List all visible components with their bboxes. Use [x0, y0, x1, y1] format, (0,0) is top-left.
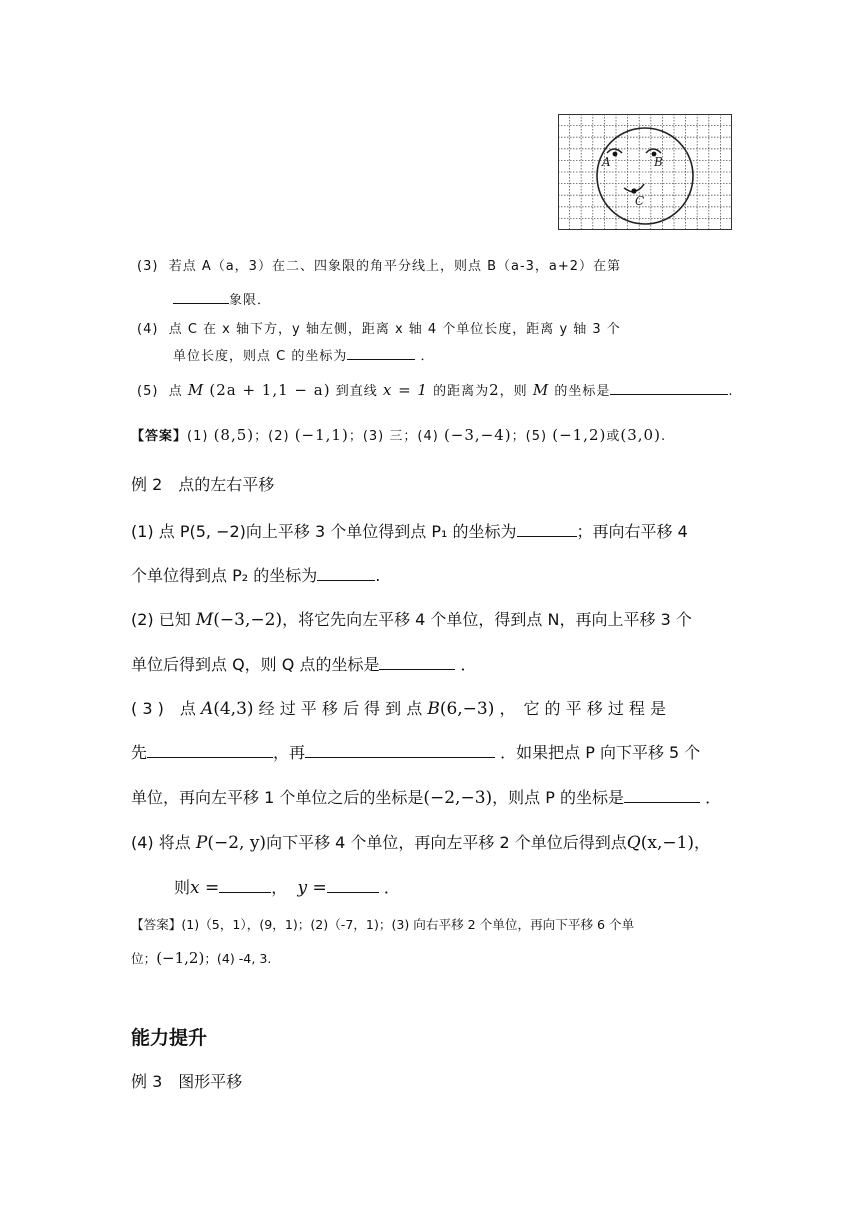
example-2-q3-end: ．: [705, 788, 722, 807]
question-5-num: (5): [137, 384, 159, 399]
answer-2-line2b: ；(4) -4, 3.: [204, 951, 272, 966]
example-2-q4-mid: 向下平移 4 个单位，再向左平移 2 个单位后得到点: [266, 833, 627, 852]
example-2-q3: [131, 696, 666, 719]
example-2-q2-end: ．: [460, 655, 477, 674]
example-2-q3-blank3: [624, 801, 700, 803]
answer-1-part3: ；(3) 三；(4): [348, 429, 439, 444]
example-2-q1-line2-text: 个单位得到点 P₂ 的坐标为: [131, 566, 318, 585]
question-5-mid2: 的距离为: [433, 384, 490, 399]
example-2-q4-point: (−2, y): [207, 833, 267, 853]
section-title: 能力提升: [131, 1027, 208, 1049]
question-5-mid3: ，则: [499, 384, 528, 399]
question-4-line1: 点 C 在 x 轴下方，y 轴左侧，距离 x 轴 4 个单位长度，距离 y 轴 3 个: [168, 322, 621, 337]
example-2-q3-blank2: [305, 756, 495, 758]
example-2-q4-pre: (4) 将点: [131, 833, 191, 852]
answer-1-part2: ；(2): [254, 429, 290, 444]
label-b: B: [654, 155, 663, 169]
question-5-end: .: [728, 384, 734, 399]
question-5-mid: 到直线: [335, 384, 378, 399]
answer-1-value4: (−3,−4): [443, 426, 512, 444]
question-3-text: 若点 A（a，3）在二、四象限的角平分线上，则点 B（a-3，a+2）在第: [168, 259, 622, 274]
answer-1: [131, 425, 666, 444]
example-2-q1-blank1: [517, 535, 577, 537]
example-2-q3-line2: [131, 740, 700, 763]
example-2-q3-point-a: (4,3): [213, 699, 254, 719]
example-2-q4-end2: ．: [383, 878, 400, 897]
example-2-q2-rest: ，将它先向左平移 4 个单位，得到点 N，再向上平移 3 个: [282, 610, 692, 629]
example-2-q2-pre: (2) 已知: [131, 610, 191, 629]
example-2-q1-end: .: [375, 566, 381, 585]
example-2-q3-point-b: (6,−3): [439, 699, 495, 719]
question-4-line2-text: 单位长度，则点 C 的坐标为: [173, 349, 348, 364]
question-3: [137, 255, 621, 274]
question-4-blank: [347, 358, 415, 360]
example-2-q2-m: M: [195, 610, 214, 630]
question-5-m2: M: [532, 381, 550, 399]
answer-1-part5: ；(5): [511, 429, 548, 444]
answer-1-value2: (−1,1): [294, 426, 349, 444]
example-2-q3-line3-point: (−2,−3): [423, 788, 493, 808]
answer-2-line2a: 位；: [131, 951, 157, 966]
question-4-line2: [173, 345, 435, 364]
example-2-q3-line1b: 经 过 平 移 后 得 到 点: [258, 699, 423, 718]
example-2-q3-line2b: ，再: [273, 743, 306, 762]
label-c: C: [635, 194, 645, 208]
answer-2-point: (−1,2): [156, 949, 205, 967]
label-a: A: [602, 155, 611, 169]
example-2-q4-end: ，: [694, 833, 711, 852]
point-a: [613, 152, 618, 157]
question-3-line2: [173, 289, 271, 308]
question-4-num: (4): [137, 322, 159, 337]
example-2-q2-point: (−3,−2): [213, 610, 283, 630]
answer-1-end: .: [660, 429, 667, 444]
example-2-q4-q-point: (x,−1): [640, 833, 695, 853]
example-2-q4-q: Q: [626, 833, 641, 853]
example-2-q1-blank2: [317, 579, 375, 581]
example-2-q1-line2: [131, 563, 380, 586]
question-5-dist: 2: [489, 381, 500, 399]
point-c: [631, 188, 636, 193]
answer-2-line2: [131, 948, 271, 967]
example-3-title: 例 3 图形平移: [131, 1072, 243, 1091]
question-5-expr: (2a + 1,1 − a): [209, 381, 331, 399]
example-2-q3-line1a: ( 3 ) 点: [131, 699, 196, 718]
question-5-m: M: [187, 381, 205, 399]
answer-1-value5a: (−1,2): [552, 426, 607, 444]
example-2-q4-y: y =: [297, 878, 327, 898]
example-2-q4-x: x =: [190, 878, 220, 898]
example-2-q4-line2: [174, 875, 400, 898]
example-2-q3-b: B: [427, 699, 440, 719]
example-2-q4-blank-y: [327, 891, 379, 893]
answer-2-line1: 【答案】(1)（5，1），(9，1)；(2)（-7，1)；(3) 向右平移 2 个单位，再向下平移 6 个单: [131, 917, 635, 932]
example-2-q3-line1c: ， 它 的 平 移 过 程 是: [499, 699, 666, 718]
question-3-blank: [173, 302, 229, 304]
example-2-q4-blank-x: [219, 891, 271, 893]
example-2-q4-line2a: 则: [174, 878, 191, 897]
example-2-q3-line3: [131, 785, 721, 808]
question-3-num: (3): [137, 259, 159, 274]
question-5-blank: [610, 393, 728, 395]
answer-1-part1: (1): [187, 429, 209, 444]
question-5: [137, 380, 733, 399]
example-2-q2-blank: [379, 668, 455, 670]
example-2-q4-comma: ，: [271, 878, 288, 897]
example-2-q1: [131, 519, 688, 542]
example-2-q3-blank1: [147, 756, 273, 758]
answer-1-value1: (8,5): [213, 426, 255, 444]
question-4-tail: ．: [420, 349, 435, 364]
example-2-q3-line2a: 先: [131, 743, 148, 762]
example-2-q3-line3b: ，则点 P 的坐标是: [492, 788, 624, 807]
answer-1-or: 或: [606, 429, 621, 444]
answer-1-value5b: (3,0): [620, 426, 661, 444]
example-2-q1-mid: ；再向右平移 4: [576, 522, 688, 541]
question-4: [137, 318, 621, 337]
face-circle: [597, 128, 693, 224]
example-2-q1-line1: (1) 点 P(5, −2)向上平移 3 个单位得到点 P₁ 的坐标为: [131, 522, 517, 541]
question-5-pre: 点: [168, 384, 183, 399]
example-2-q4-p: P: [195, 833, 208, 853]
example-2-q4: [131, 830, 710, 853]
question-3-tail: 象限．: [229, 293, 272, 308]
answer-1-label: 【答案】: [131, 429, 188, 444]
question-5-line: x = 1: [382, 381, 428, 399]
grid-face-figure: [558, 114, 732, 230]
example-2-q3-a: A: [200, 699, 214, 719]
example-2-q3-line3a: 单位，再向左平移 1 个单位之后的坐标是: [131, 788, 424, 807]
example-2-title: 例 2 点的左右平移: [131, 475, 275, 494]
example-2-q2-line2: [131, 652, 477, 675]
example-2-q3-line2c: ．如果把点 P 向下平移 5 个: [500, 743, 701, 762]
example-2-q2: [131, 607, 692, 630]
example-2-q2-line2-text: 单位后得到点 Q，则 Q 点的坐标是: [131, 655, 380, 674]
question-5-tail: 的坐标是: [554, 384, 611, 399]
